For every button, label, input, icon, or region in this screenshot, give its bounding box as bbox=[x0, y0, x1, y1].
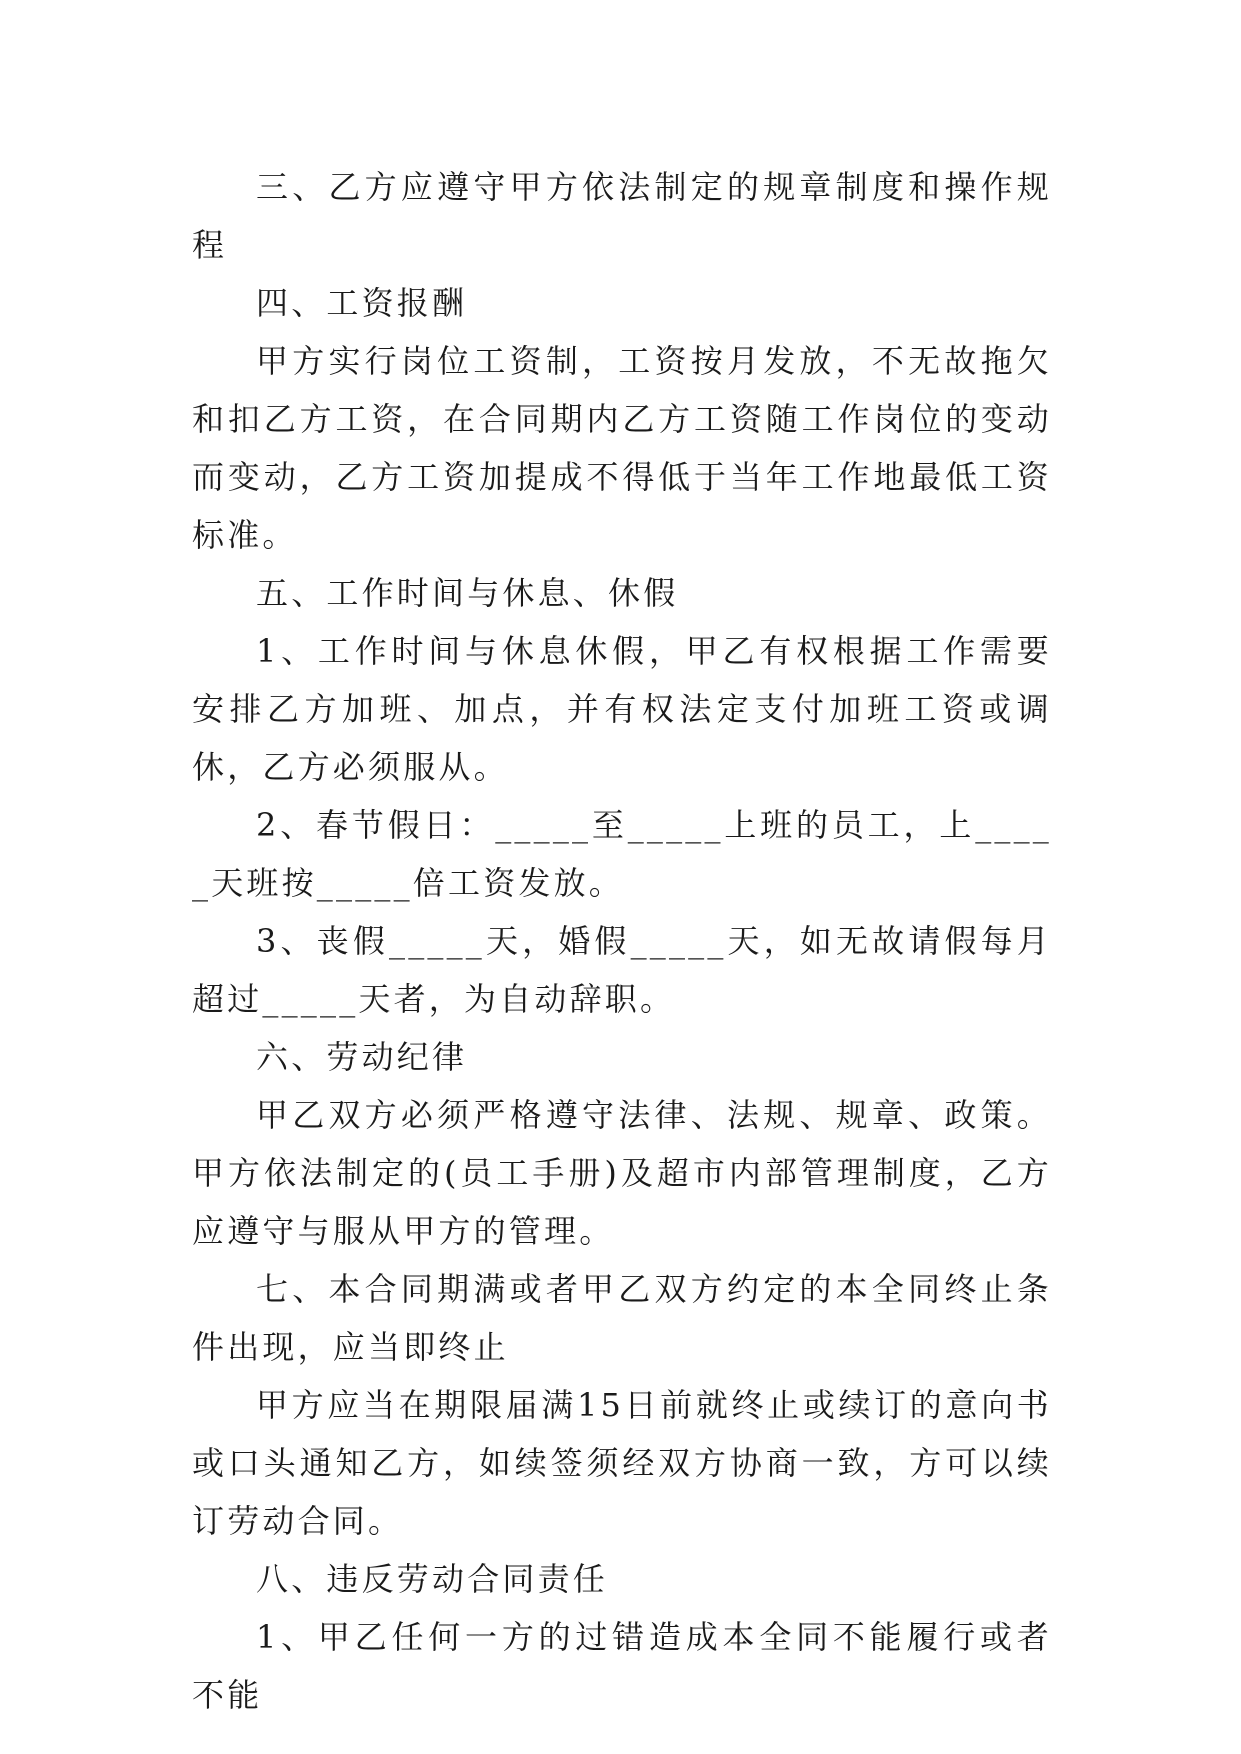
document-body bbox=[192, 158, 1052, 1724]
heading-section-5: 五、工作时间与休息、休假 bbox=[256, 574, 679, 612]
paragraph-discipline: 甲乙双方必须严格遵守法律、法规、规章、政策。甲方依法制定的(员工手册)及超市内部管理制度，乙方应遵守与服从甲方的管理。 bbox=[192, 1096, 1052, 1250]
paragraph-liability-1: 1、甲乙任何一方的过错造成本全同不能履行或者不能 bbox=[192, 1618, 1052, 1714]
paragraph-work-time-1: 1、工作时间与休息休假，甲乙有权根据工作需要安排乙方加班、加点，并有权法定支付加班工资或调休，乙方必须服从。 bbox=[192, 632, 1052, 786]
paragraph-section-3: 三、乙方应遵守甲方依法制定的规章制度和操作规程 bbox=[192, 168, 1052, 264]
paragraph-termination: 甲方应当在期限届满15日前就终止或续订的意向书或口头通知乙方，如续签须经双方协商一致，方可以续订劳动合同。 bbox=[192, 1386, 1052, 1540]
paragraph-wage: 甲方实行岗位工资制，工资按月发放，不无故拖欠和扣乙方工资，在合同期内乙方工资随工作岗位的变动而变动，乙方工资加提成不得低于当年工作地最低工资标准。 bbox=[192, 342, 1052, 554]
heading-section-6: 六、劳动纪律 bbox=[256, 1038, 468, 1076]
heading-section-7: 七、本合同期满或者甲乙双方约定的本全同终止条件出现，应当即终止 bbox=[192, 1270, 1052, 1366]
heading-section-8: 八、违反劳动合同责任 bbox=[256, 1560, 609, 1598]
heading-section-4: 四、工资报酬 bbox=[256, 284, 468, 322]
paragraph-work-time-2: 2、春节假日：_____至_____上班的员工，上_____天班按_____倍工资发放。 bbox=[192, 806, 1052, 902]
paragraph-work-time-3: 3、丧假_____天，婚假_____天，如无故请假每月超过_____天者，为自动辞职。 bbox=[192, 922, 1052, 1018]
